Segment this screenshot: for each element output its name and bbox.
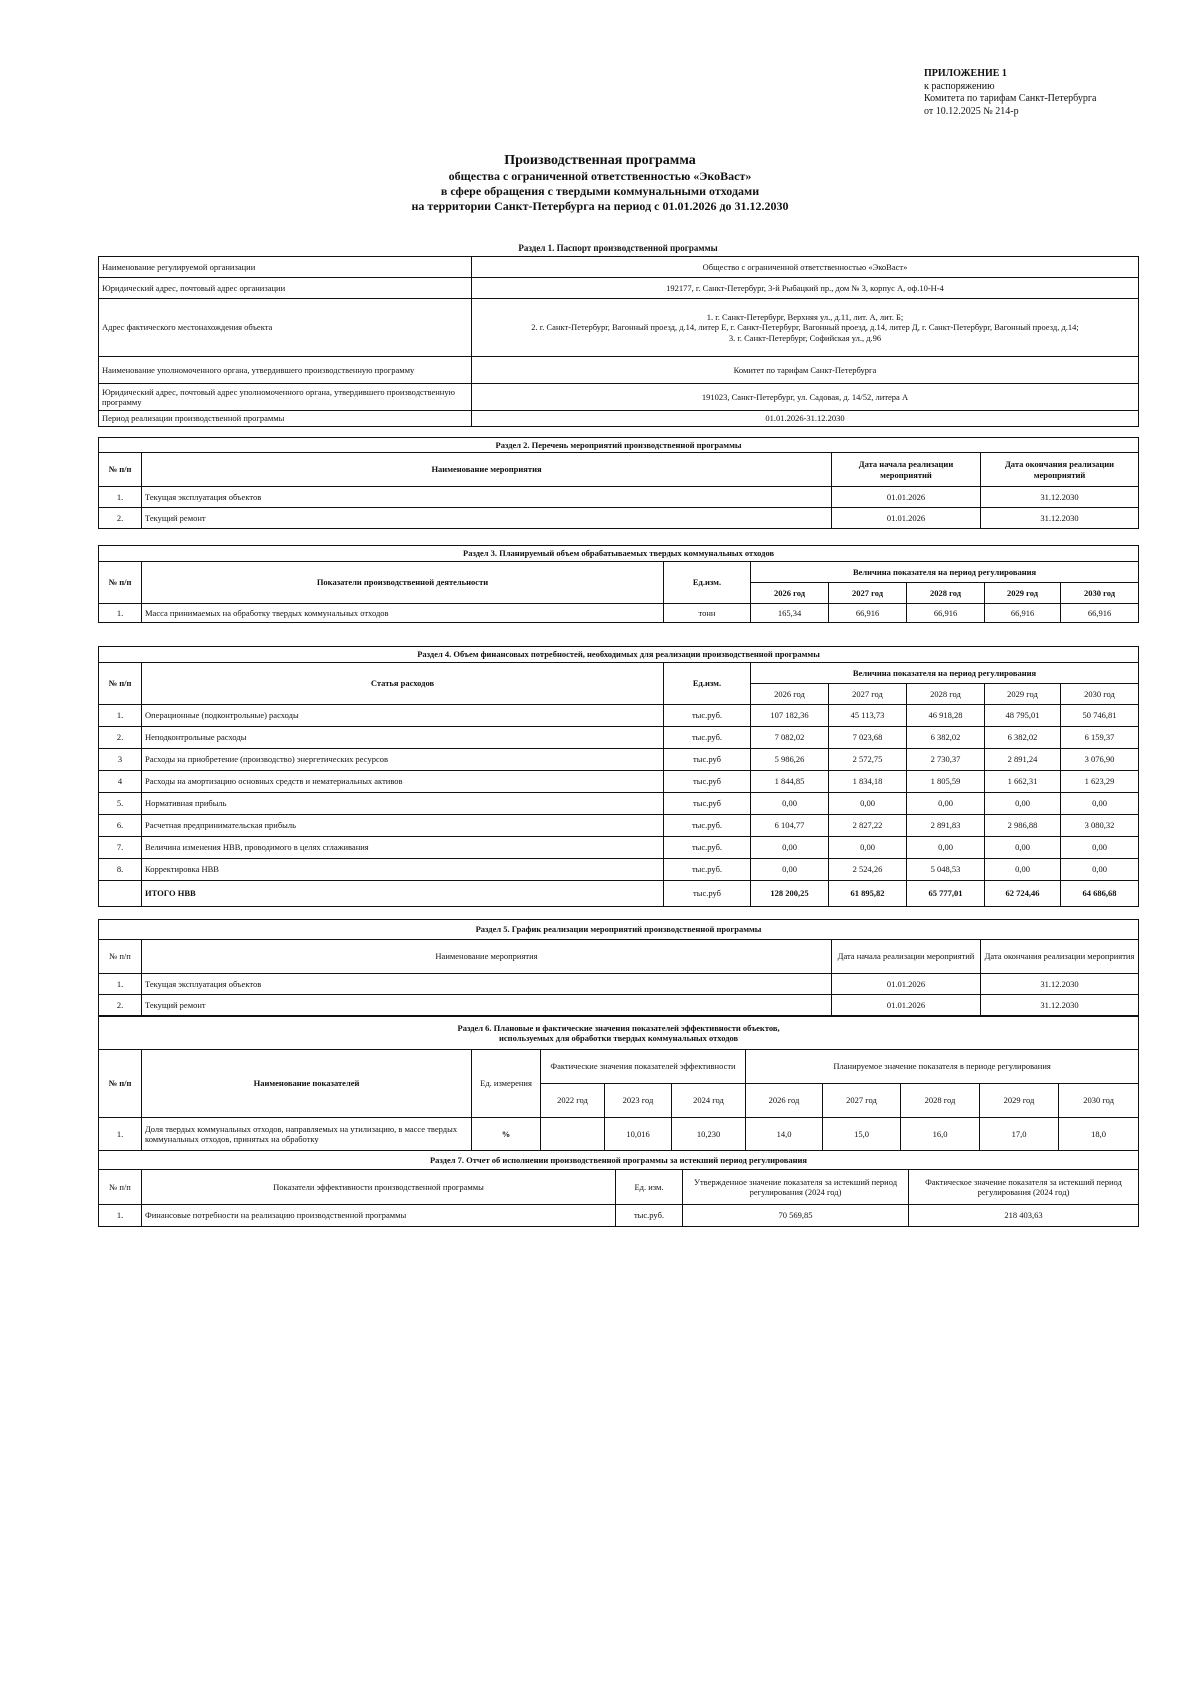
row-unit: тыс.руб	[664, 749, 751, 771]
row-name: Корректировка НВВ	[142, 859, 664, 881]
row-end: 31.12.2030	[981, 995, 1139, 1016]
address-line: 1. г. Санкт-Петербург, Верхняя ул., д.11, лит. А, лит. Б;	[706, 311, 904, 322]
row-value: Комитет по тарифам Санкт-Петербурга	[472, 357, 1139, 384]
title-line: на территории Санкт-Петербурга на период с 01.01.2026 до 31.12.2030	[411, 199, 789, 213]
row-value: 7 023,68	[829, 727, 907, 749]
table-row	[99, 1118, 1139, 1151]
column-header: № п/п	[99, 940, 142, 974]
table-row	[99, 727, 1139, 749]
table-header-row	[99, 663, 1139, 684]
row-fact-value	[541, 1118, 605, 1151]
year-header: 2029 год	[985, 583, 1061, 604]
year-header: 2027 год	[823, 1084, 901, 1118]
row-start: 01.01.2026	[832, 487, 981, 508]
table-row	[99, 257, 1139, 278]
row-value: 46 918,28	[907, 705, 985, 727]
row-value: 45 113,73	[829, 705, 907, 727]
appendix-line: к распоряжению	[924, 80, 995, 92]
year-header: 2026 год	[751, 583, 829, 604]
row-value: 6 159,37	[1061, 727, 1139, 749]
column-header: Фактические значения показателей эффективности	[541, 1050, 746, 1084]
table-row	[99, 357, 1139, 384]
appendix-title: ПРИЛОЖЕНИЕ 1	[924, 68, 1007, 79]
caption-line: Раздел 6. Плановые и фактические значения показателей эффективности объектов,	[457, 1022, 780, 1033]
section-2-table	[98, 437, 1139, 529]
section-5-caption: Раздел 5. График реализации мероприятий производственной программы	[99, 920, 1139, 940]
total-label: ИТОГО НВВ	[142, 881, 664, 907]
column-header: № п/п	[99, 562, 142, 604]
column-header: Планируемое значение показателя в периоде регулирования	[746, 1050, 1139, 1084]
table-row	[99, 438, 1139, 453]
row-unit: тыс.руб	[664, 881, 751, 907]
section-3-caption: Раздел 3. Планируемый объем обрабатываемых твердых коммунальных отходов	[99, 546, 1139, 562]
row-number: 1.	[99, 1118, 142, 1151]
row-value: 7 082,02	[751, 727, 829, 749]
row-end: 31.12.2030	[981, 487, 1139, 508]
year-header: 2023 год	[605, 1084, 672, 1118]
row-value: 0,00	[907, 837, 985, 859]
row-value: 0,00	[985, 837, 1061, 859]
row-number: 1.	[99, 705, 142, 727]
title-line: общества с ограниченной ответственностью «ЭкоВаст»	[448, 169, 752, 183]
row-name: Расходы на амортизацию основных средств и нематериальных активов	[142, 771, 664, 793]
year-header: 2028 год	[901, 1084, 980, 1118]
section-1-table	[98, 256, 1139, 427]
table-row	[99, 384, 1139, 411]
table-row	[99, 1017, 1139, 1050]
row-value: 1 844,85	[751, 771, 829, 793]
row-value: 50 746,81	[1061, 705, 1139, 727]
row-number: 7.	[99, 837, 142, 859]
row-unit: тыс.руб.	[664, 815, 751, 837]
row-label: Адрес фактического местонахождения объекта	[99, 299, 472, 357]
section-4-caption: Раздел 4. Объем финансовых потребностей, необходимых для реализации производственной программы	[99, 647, 1139, 663]
column-header: Ед.изм.	[664, 663, 751, 705]
total-row	[99, 881, 1139, 907]
row-number: 1.	[99, 974, 142, 995]
row-label: Юридический адрес, почтовый адрес организации	[99, 278, 472, 299]
total-value: 128 200,25	[751, 881, 829, 907]
row-name: Расчетная предпринимательская прибыль	[142, 815, 664, 837]
column-header: Показатели эффективности производственной программы	[142, 1170, 616, 1205]
year-header: 2026 год	[751, 684, 829, 705]
row-plan-value: 15,0	[823, 1118, 901, 1151]
table-row	[99, 920, 1139, 940]
column-header: № п/п	[99, 453, 142, 487]
row-number: 1.	[99, 604, 142, 623]
section-6-table	[98, 1016, 1139, 1151]
table-row	[99, 793, 1139, 815]
table-row	[99, 487, 1139, 508]
row-value: 5 048,53	[907, 859, 985, 881]
column-header: Дата начала реализации мероприятий	[832, 940, 981, 974]
row-value: 6 382,02	[985, 727, 1061, 749]
column-header: Ед. изм.	[616, 1170, 683, 1205]
section-7-caption: Раздел 7. Отчет об исполнении производственной программы за истекший период регулирования	[99, 1151, 1139, 1170]
row-approved-value: 70 569,85	[683, 1205, 909, 1227]
column-header: Утвержденное значение показателя за истекший период регулирования (2024 год)	[683, 1170, 909, 1205]
row-name: Текущий ремонт	[142, 508, 832, 529]
row-value: 0,00	[985, 859, 1061, 881]
row-name: Неподконтрольные расходы	[142, 727, 664, 749]
row-value: 1 834,18	[829, 771, 907, 793]
row-value: 2 986,88	[985, 815, 1061, 837]
table-header-row	[99, 453, 1139, 487]
column-header: № п/п	[99, 1050, 142, 1118]
row-unit: тыс.руб.	[664, 859, 751, 881]
appendix-line: от 10.12.2025 № 214-р	[924, 105, 1019, 117]
title-line: Производственная программа	[504, 153, 696, 168]
year-header: 2030 год	[1061, 583, 1139, 604]
year-header: 2024 год	[672, 1084, 746, 1118]
table-row	[99, 278, 1139, 299]
row-unit: тыс.руб	[664, 771, 751, 793]
column-header: Фактическое значение показателя за истекший период регулирования (2024 год)	[909, 1170, 1139, 1205]
year-header: 2026 год	[746, 1084, 823, 1118]
row-unit: тыс.руб.	[664, 727, 751, 749]
table-row	[99, 974, 1139, 995]
section-6-caption	[99, 1017, 1139, 1050]
appendix-line: Комитета по тарифам Санкт-Петербурга	[924, 93, 1097, 104]
row-name: Финансовые потребности на реализацию производственной программы	[142, 1205, 616, 1227]
row-plan-value: 18,0	[1059, 1118, 1139, 1151]
column-header: Величина показателя на период регулирования	[751, 562, 1139, 583]
row-value: 107 182,36	[751, 705, 829, 727]
row-label: Наименование уполномоченного органа, утвердившего производственную программу	[99, 357, 472, 384]
row-value: 1 623,29	[1061, 771, 1139, 793]
table-row	[99, 411, 1139, 427]
row-value: 2 572,75	[829, 749, 907, 771]
row-unit: тыс.руб.	[664, 705, 751, 727]
table-row	[99, 815, 1139, 837]
row-value: 0,00	[1061, 859, 1139, 881]
row-value	[472, 299, 1139, 357]
year-header: 2027 год	[829, 583, 907, 604]
total-value: 64 686,68	[1061, 881, 1139, 907]
column-header: Статья расходов	[142, 663, 664, 705]
row-plan-value: 17,0	[980, 1118, 1059, 1151]
table-header-row	[99, 1050, 1139, 1084]
year-header: 2029 год	[980, 1084, 1059, 1118]
row-end: 31.12.2030	[981, 508, 1139, 529]
row-value: 0,00	[829, 837, 907, 859]
row-value: 66,916	[985, 604, 1061, 623]
row-name: Величина изменения НВВ, проводимого в целях сглаживания	[142, 837, 664, 859]
row-start: 01.01.2026	[832, 995, 981, 1016]
row-name: Доля твердых коммунальных отходов, направляемых на утилизацию, в массе твердых коммунальных отходов, принятых на обработку	[142, 1118, 472, 1151]
row-unit: тыс.руб.	[616, 1205, 683, 1227]
row-unit: тонн	[664, 604, 751, 623]
row-label: Наименование регулируемой организации	[99, 257, 472, 278]
row-name: Операционные (подконтрольные) расходы	[142, 705, 664, 727]
address-line: 3. г. Санкт-Петербург, Софийская ул., д.96	[728, 332, 882, 343]
column-header: Наименование мероприятия	[142, 940, 832, 974]
column-header: Наименование мероприятия	[142, 453, 832, 487]
year-header: 2022 год	[541, 1084, 605, 1118]
row-number: 2.	[99, 995, 142, 1016]
row-name: Текущая эксплуатация объектов	[142, 487, 832, 508]
row-fact-value: 10,230	[672, 1118, 746, 1151]
total-value: 62 724,46	[985, 881, 1061, 907]
row-value: 191023, Санкт-Петербург, ул. Садовая, д. 14/52, литера А	[472, 384, 1139, 411]
table-header-row	[99, 940, 1139, 974]
row-label: Юридический адрес, почтовый адрес уполномоченного органа, утвердившего производственную программу	[99, 384, 472, 411]
year-header: 2028 год	[907, 583, 985, 604]
row-value: 2 891,83	[907, 815, 985, 837]
section-3-table	[98, 545, 1139, 623]
row-unit: тыс.руб.	[664, 837, 751, 859]
section-1-caption: Раздел 1. Паспорт производственной программы	[518, 243, 718, 253]
year-header: 2030 год	[1061, 684, 1139, 705]
caption-line: используемых для обработки твердых коммунальных отходов	[499, 1033, 739, 1043]
column-header: Показатели производственной деятельности	[142, 562, 664, 604]
row-name: Текущий ремонт	[142, 995, 832, 1016]
row-name: Масса принимаемых на обработку твердых коммунальных отходов	[142, 604, 664, 623]
table-row	[99, 859, 1139, 881]
total-value: 65 777,01	[907, 881, 985, 907]
row-value: Общество с ограниченной ответственностью «ЭкоВаст»	[472, 257, 1139, 278]
document-title	[0, 152, 1200, 214]
table-header-row	[99, 562, 1139, 583]
row-number	[99, 881, 142, 907]
row-value: 165,34	[751, 604, 829, 623]
table-row	[99, 546, 1139, 562]
row-value: 0,00	[907, 793, 985, 815]
year-header: 2029 год	[985, 684, 1061, 705]
row-value: 6 104,77	[751, 815, 829, 837]
table-row	[99, 705, 1139, 727]
row-name: Нормативная прибыль	[142, 793, 664, 815]
column-header: Величина показателя на период регулирования	[751, 663, 1139, 684]
row-start: 01.01.2026	[832, 508, 981, 529]
row-value: 3 080,32	[1061, 815, 1139, 837]
column-header: Ед. измерения	[472, 1050, 541, 1118]
row-value: 66,916	[829, 604, 907, 623]
table-header-row	[99, 1170, 1139, 1205]
row-value: 0,00	[751, 837, 829, 859]
row-number: 1.	[99, 487, 142, 508]
year-header: 2028 год	[907, 684, 985, 705]
row-number: 1.	[99, 1205, 142, 1227]
table-row	[99, 299, 1139, 357]
row-name: Текущая эксплуатация объектов	[142, 974, 832, 995]
row-value: 0,00	[985, 793, 1061, 815]
column-header: Дата окончания реализации мероприятий	[981, 453, 1139, 487]
row-plan-value: 14,0	[746, 1118, 823, 1151]
row-number: 5.	[99, 793, 142, 815]
row-value: 2 827,22	[829, 815, 907, 837]
table-row	[99, 1205, 1139, 1227]
column-header: Дата окончания реализации мероприятия	[981, 940, 1139, 974]
row-value: 48 795,01	[985, 705, 1061, 727]
row-fact-value: 10,016	[605, 1118, 672, 1151]
column-header: Дата начала реализации мероприятий	[832, 453, 981, 487]
table-row	[99, 995, 1139, 1016]
total-value: 61 895,82	[829, 881, 907, 907]
row-value: 5 986,26	[751, 749, 829, 771]
appendix-block	[924, 68, 1096, 118]
title-line: в сфере обращения с твердыми коммунальными отходами	[440, 184, 760, 198]
table-row	[99, 749, 1139, 771]
row-end: 31.12.2030	[981, 974, 1139, 995]
row-name: Расходы на приобретение (производство) энергетических ресурсов	[142, 749, 664, 771]
column-header: Наименование показателей	[142, 1050, 472, 1118]
row-value: 2 524,26	[829, 859, 907, 881]
row-value: 6 382,02	[907, 727, 985, 749]
row-label: Период реализации производственной программы	[99, 411, 472, 427]
row-number: 6.	[99, 815, 142, 837]
row-value: 66,916	[907, 604, 985, 623]
row-value: 01.01.2026-31.12.2030	[472, 411, 1139, 427]
row-value: 1 805,59	[907, 771, 985, 793]
row-unit: %	[472, 1118, 541, 1151]
row-unit: тыс.руб	[664, 793, 751, 815]
row-actual-value: 218 403,63	[909, 1205, 1139, 1227]
row-number: 2.	[99, 727, 142, 749]
row-value: 192177, г. Санкт-Петербург, 3-й Рыбацкий пр., дом № 3, корпус А, оф.10-Н-4	[472, 278, 1139, 299]
year-header: 2027 год	[829, 684, 907, 705]
row-plan-value: 16,0	[901, 1118, 980, 1151]
table-row	[99, 508, 1139, 529]
section-2-caption: Раздел 2. Перечень мероприятий производственной программы	[99, 438, 1139, 453]
row-number: 8.	[99, 859, 142, 881]
column-header: № п/п	[99, 1170, 142, 1205]
section-4-table	[98, 646, 1139, 907]
row-value: 0,00	[829, 793, 907, 815]
section-7-table	[98, 1150, 1139, 1227]
row-value: 1 662,31	[985, 771, 1061, 793]
row-value: 66,916	[1061, 604, 1139, 623]
table-row	[99, 1151, 1139, 1170]
year-header: 2030 год	[1059, 1084, 1139, 1118]
row-value: 0,00	[1061, 793, 1139, 815]
row-number: 4	[99, 771, 142, 793]
column-header: № п/п	[99, 663, 142, 705]
table-row	[99, 837, 1139, 859]
table-row	[99, 771, 1139, 793]
row-value: 2 730,37	[907, 749, 985, 771]
row-number: 3	[99, 749, 142, 771]
row-value: 0,00	[1061, 837, 1139, 859]
address-line: 2. г. Санкт-Петербург, Вагонный проезд, д.14, литер Е, г. Санкт-Петербург, Вагонный проезд, д.14, литер Д, г. Санкт-Петербург, Вагонный проезд, д.14;	[531, 322, 1079, 333]
row-value: 0,00	[751, 793, 829, 815]
row-value: 3 076,90	[1061, 749, 1139, 771]
section-5-table	[98, 919, 1139, 1016]
row-start: 01.01.2026	[832, 974, 981, 995]
row-value: 2 891,24	[985, 749, 1061, 771]
table-row	[99, 647, 1139, 663]
table-row	[99, 604, 1139, 623]
column-header: Ед.изм.	[664, 562, 751, 604]
row-value: 0,00	[751, 859, 829, 881]
row-number: 2.	[99, 508, 142, 529]
